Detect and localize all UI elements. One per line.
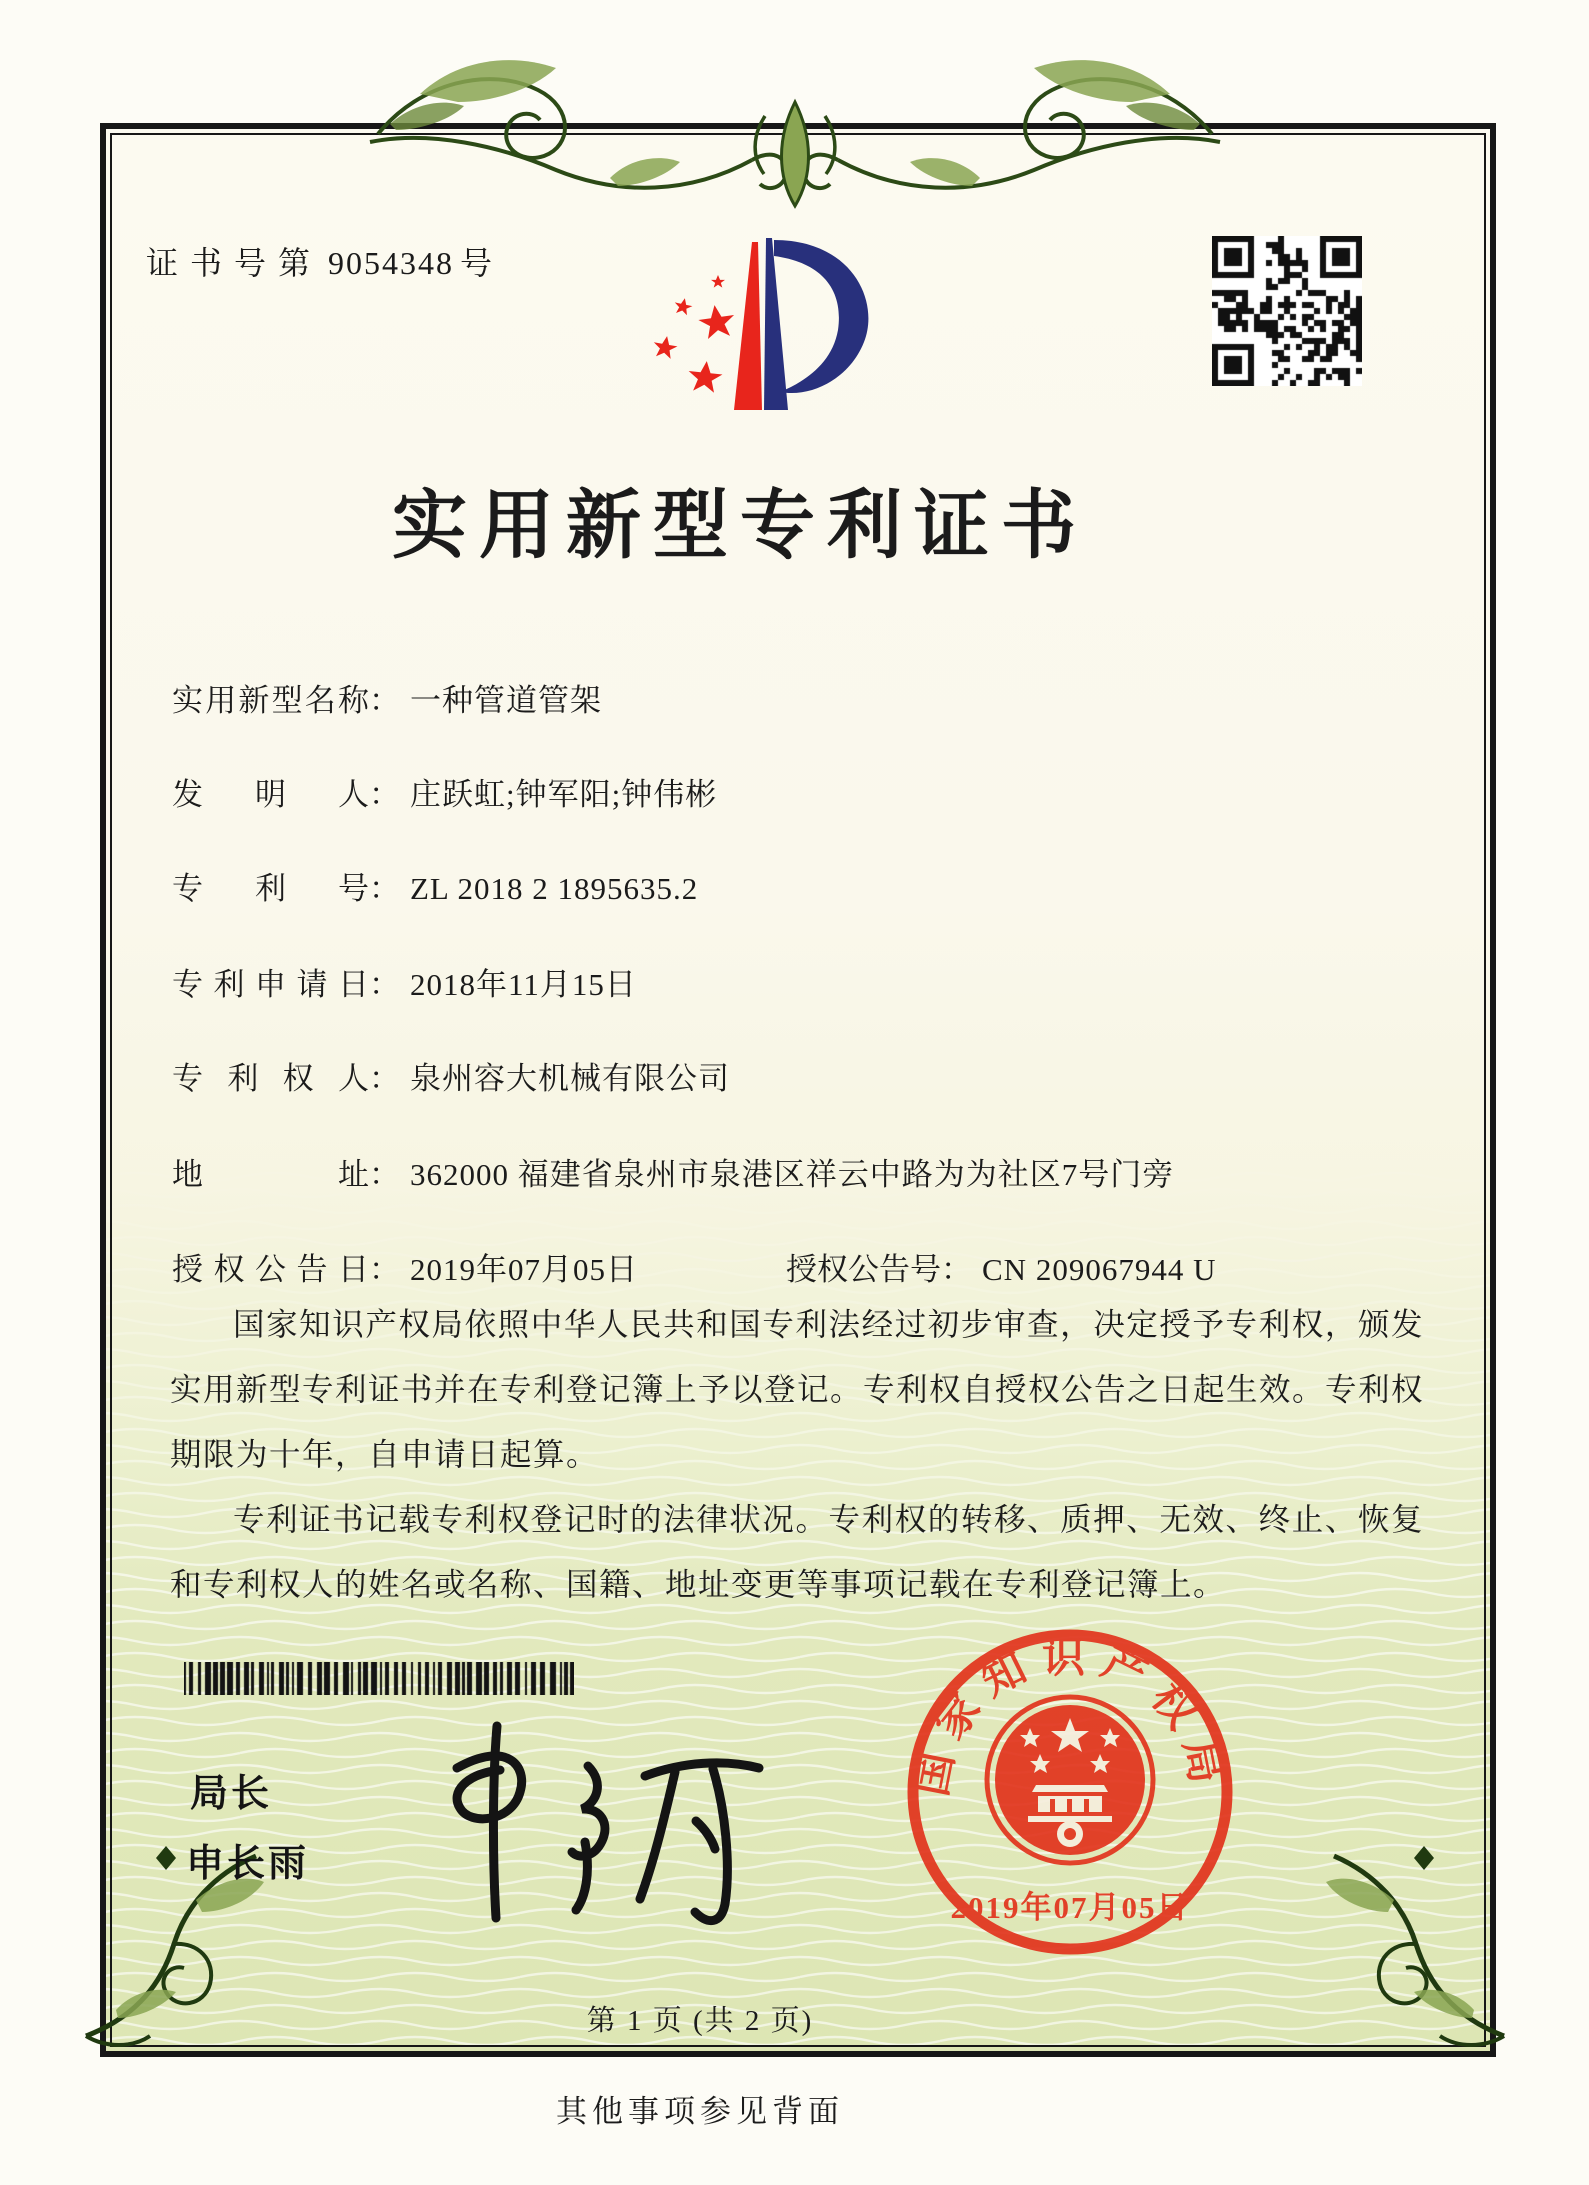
field-colon: ： [941, 1252, 972, 1287]
cert-no-prefix: 证书号第 [146, 245, 323, 281]
signatory-name: 申长雨 [186, 1843, 310, 1885]
page-indicator: 第 1 页 (共 2 页) [586, 2005, 814, 2037]
field-label: 发明人 [172, 777, 369, 812]
field-grant-row [172, 1244, 1216, 1289]
legal-paragraph-1: 国家知识产权局依照中华人民共和国专利法经过初步审查，决定授予专利权，颁发实用新型专利证书并在专利登记簿上予以登记。专利权自授权公告之日起生效。专利权期限为十年，自申请日起算。 [170, 1307, 1425, 1472]
reverse-side-note: 其他事项参见背面 [556, 2094, 844, 2129]
grant-number-label: 授权公告号 [786, 1252, 941, 1287]
top-ornament [360, 38, 1230, 210]
legal-text [170, 1292, 1424, 1617]
field-value: 362000 福建省泉州市泉港区祥云中路为为社区7号门旁 [410, 1157, 1175, 1192]
field-label: 地址 [172, 1157, 369, 1192]
grant-number-value: CN 209067944 U [982, 1252, 1217, 1287]
field-label: 专利权人 [172, 1061, 369, 1096]
field-value: ZL 2018 2 1895635.2 [410, 871, 699, 906]
legal-paragraph-2: 专利证书记载专利权登记时的法律状况。专利权的转移、质押、无效、终止、恢复和专利权人的姓名或名称、国籍、地址变更等事项记载在专利登记簿上。 [170, 1502, 1424, 1602]
seal-ring-text: 国家知识产权局 [908, 1634, 1232, 1800]
field-colon: ： [369, 871, 400, 906]
field-value: 庄跃虹;钟军阳;钟伟彬 [410, 777, 718, 812]
field-value: 泉州容大机械有限公司 [410, 1061, 730, 1096]
seal-date: 2019年07月05日 [950, 1890, 1190, 1925]
field-colon: ： [369, 777, 400, 812]
field-colon: ： [369, 1157, 400, 1192]
certificate-title: 实用新型专利证书 [391, 485, 1088, 568]
field-patentee [172, 1053, 730, 1098]
national-emblem [987, 1697, 1153, 1863]
field-value: 2018年11月15日 [410, 967, 637, 1002]
field-address [172, 1149, 1174, 1194]
director-signature [412, 1712, 782, 1952]
certificate-number [146, 238, 494, 284]
field-colon: ： [369, 1061, 400, 1096]
field-colon: ： [369, 967, 400, 1002]
field-colon: ： [369, 683, 400, 718]
field-colon: ： [369, 1252, 400, 1287]
official-seal [900, 1622, 1240, 1962]
cnipa-logo [628, 222, 913, 457]
qr-code [1212, 236, 1362, 386]
field-label: 授权公告日 [172, 1252, 369, 1287]
field-label: 专利号 [172, 871, 369, 906]
field-value: 一种管道管架 [410, 683, 602, 718]
field-label: 实用新型名称 [172, 683, 369, 718]
field-inventors [172, 769, 717, 814]
barcode [184, 1662, 574, 1695]
field-filing-date [172, 959, 637, 1004]
field-utility-model-name [172, 675, 602, 720]
grant-date-value: 2019年07月05日 [410, 1252, 638, 1287]
bottom-right-ornament [1314, 1840, 1544, 2070]
cert-no-value: 9054348 [328, 245, 455, 281]
cert-no-suffix: 号 [460, 245, 495, 281]
field-patent-number [172, 863, 698, 908]
field-label: 专利申请日 [172, 967, 369, 1002]
signatory-title: 局长 [190, 1773, 273, 1815]
